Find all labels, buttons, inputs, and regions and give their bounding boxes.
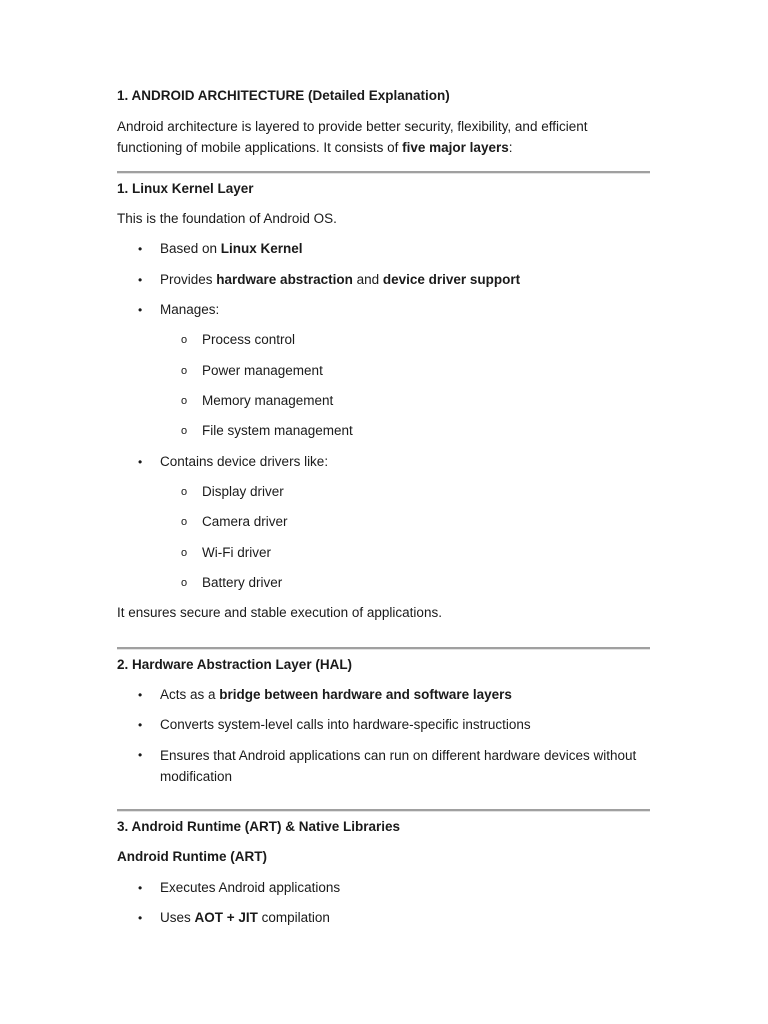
bullet-text (160, 909, 330, 927)
section3-heading: 3. Android Runtime (ART) & Native Libraries (117, 819, 401, 834)
bullet-text (160, 686, 512, 704)
sub-list-item (117, 483, 650, 501)
bullet-text: Converts system-level calls into hardware-specific instructions (160, 717, 531, 732)
bullet-text-plain: Acts as a (160, 687, 220, 702)
document-title: 1. ANDROID ARCHITECTURE (Detailed Explanation) (117, 88, 450, 103)
bullet-text-plain: compilation (257, 910, 330, 925)
circle-bullet-icon: o (181, 365, 188, 377)
list-item (117, 746, 650, 788)
circle-bullet-icon: o (181, 334, 188, 346)
sub-list-text: Battery driver (202, 575, 283, 590)
circle-bullet-icon: o (181, 516, 188, 528)
intro-end: : (508, 140, 513, 155)
sub-list-item (117, 362, 650, 380)
section2-heading: 2. Hardware Abstraction Layer (HAL) (117, 657, 353, 672)
circle-bullet-icon: o (181, 425, 188, 437)
bullet-text-bold: hardware abstraction (216, 272, 353, 287)
bullet-text-plain: Based on (160, 241, 221, 256)
bullet-text: Contains device drivers like: (160, 454, 329, 469)
bullet-text (160, 240, 303, 258)
bullet-icon: • (138, 718, 143, 732)
bullet-text-bold: AOT + JIT (194, 910, 258, 925)
bullet-icon: • (138, 911, 143, 925)
section1-lead: This is the foundation of Android OS. (117, 211, 337, 226)
section3-subheading: Android Runtime (ART) (117, 849, 267, 864)
bullet-text (160, 271, 520, 289)
bullet-icon: • (138, 242, 143, 256)
bullet-text: Ensures that Android applications can run on different hardware devices without modification (160, 748, 637, 784)
sub-list-item (117, 513, 650, 531)
sub-list-item (117, 574, 650, 592)
circle-bullet-icon: o (181, 547, 188, 559)
sub-list-text: Process control (202, 332, 296, 347)
list-item (117, 301, 650, 319)
sub-list-text: File system management (202, 423, 353, 438)
bullet-text-bold: device driver support (382, 272, 521, 287)
sub-list-item (117, 392, 650, 410)
list-item (117, 240, 650, 258)
intro-text: Android architecture is layered to provide better security, flexibility, and efficient functioning of mobile applications. It consists of (117, 119, 588, 155)
intro-bold: five major layers (402, 140, 509, 155)
circle-bullet-icon: o (181, 486, 188, 498)
circle-bullet-icon: o (181, 395, 188, 407)
sub-list-text: Camera driver (202, 514, 288, 529)
section1-closing: It ensures secure and stable execution of applications. (117, 605, 442, 620)
list-item (117, 716, 650, 734)
list-item (117, 271, 650, 289)
bullet-text-plain: Provides (160, 272, 217, 287)
sub-list-text: Memory management (202, 393, 334, 408)
list-item (117, 686, 650, 704)
section-divider (117, 171, 650, 174)
bullet-icon: • (138, 688, 143, 702)
circle-bullet-icon: o (181, 577, 188, 589)
sub-list-text: Display driver (202, 484, 284, 499)
intro-paragraph (117, 116, 650, 158)
section1-heading: 1. Linux Kernel Layer (117, 181, 254, 196)
bullet-text: Manages: (160, 302, 220, 317)
bullet-icon: • (138, 748, 143, 762)
list-item (117, 879, 650, 897)
bullet-icon: • (138, 455, 143, 469)
bullet-icon: • (138, 881, 143, 895)
section-divider (117, 647, 650, 650)
section-divider (117, 809, 650, 812)
bullet-text-plain: Uses (160, 910, 195, 925)
sub-list-item (117, 544, 650, 562)
bullet-icon: • (138, 273, 143, 287)
sub-list-item (117, 331, 650, 349)
bullet-text: Executes Android applications (160, 880, 341, 895)
list-item (117, 453, 650, 471)
bullet-text-bold: Linux Kernel (220, 241, 303, 256)
bullet-text-bold: bridge between hardware and software layers (219, 687, 512, 702)
bullet-text-plain: and (352, 272, 383, 287)
bullet-icon: • (138, 303, 143, 317)
sub-list-text: Power management (202, 363, 323, 378)
sub-list-item (117, 422, 650, 440)
list-item (117, 909, 650, 927)
sub-list-text: Wi-Fi driver (202, 545, 271, 560)
